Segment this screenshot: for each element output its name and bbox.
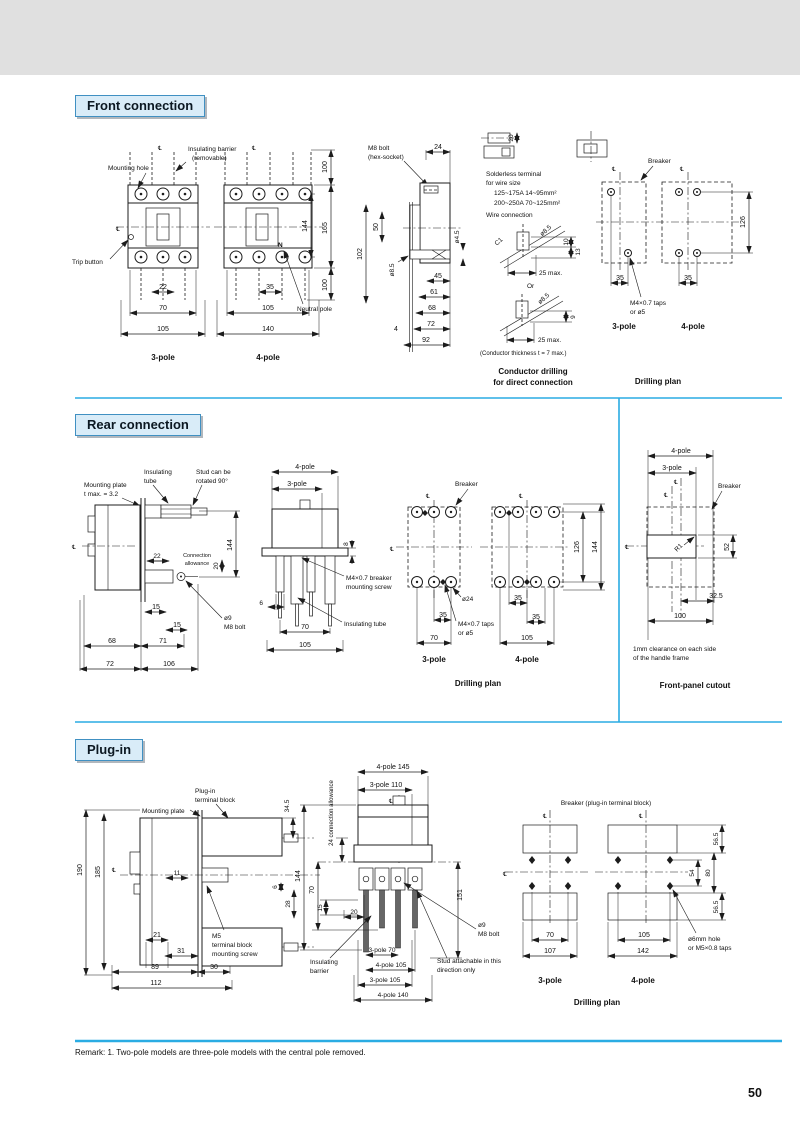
dim-35b: 35 [532, 614, 540, 621]
centerline-mark: ℄ [426, 493, 430, 500]
plugin-front-view [295, 764, 502, 1002]
dim-24: 24 [434, 144, 442, 151]
dim-15: 15 [317, 904, 324, 912]
dim-24-connection-allowance: 24 connection allowance [329, 780, 335, 846]
dim-144: 144 [592, 541, 599, 553]
text-wire-connection: Wire connection [486, 212, 533, 219]
dim-20: 20 [508, 134, 515, 142]
label-stud-rotated-2: rotated 90° [196, 478, 228, 485]
dim-106: 106 [163, 661, 175, 668]
dim-21: 21 [153, 932, 161, 939]
dim-22: 22 [159, 284, 167, 291]
label-t-max: t max. = 3.2 [84, 491, 119, 498]
label-trip-button: Trip button [72, 259, 103, 266]
dim-105: 105 [521, 635, 533, 642]
rear-front-panel-cutout [625, 448, 742, 690]
centerline-mark: ℄ [612, 166, 616, 173]
text-or: Or [527, 283, 535, 290]
label-m8-bolt: M8 bolt [368, 145, 390, 152]
centerline-mark: ℄ [503, 871, 507, 878]
label-stud-attachable-1: Stud attachable in this [437, 958, 501, 965]
dim-22: 22 [153, 553, 161, 560]
label-mounting-hole: Mounting hole [108, 165, 149, 172]
centerline-mark: ℄ [72, 544, 76, 551]
dim-72: 72 [427, 321, 435, 328]
dim-105: 105 [638, 932, 650, 939]
dim-61: 61 [430, 289, 438, 296]
caption-4pole: 4-pole [256, 353, 280, 362]
dim-35: 35 [684, 275, 692, 282]
page-number: 50 [748, 1086, 762, 1100]
dim-35a: 35 [514, 595, 522, 602]
caption-3pole: 3-pole [151, 353, 175, 362]
centerline-mark: ℄ [116, 226, 120, 233]
caption-4pole: 4-pole [681, 322, 705, 331]
dim-45: 45 [434, 273, 442, 280]
front-terminal-details [480, 131, 607, 387]
dim-70: 70 [309, 886, 316, 894]
caption-conductor-drilling-2: for direct connection [493, 378, 573, 387]
dim-70: 70 [430, 635, 438, 642]
section-title-text: Front connection [87, 98, 194, 113]
dim-9: 9 [570, 315, 577, 319]
centerline-mark: ℄ [639, 813, 643, 820]
label-removable: (removable) [192, 155, 227, 162]
label-insulating: Insulating [310, 959, 338, 966]
note-clearance-2: of the handle frame [633, 655, 690, 662]
label-m8-bolt: M8 bolt [478, 931, 500, 938]
dim-100-bottom: 100 [322, 279, 329, 291]
text-for-wire-size: for wire size [486, 180, 521, 187]
label-m5: M5 [212, 933, 222, 940]
label-mounting-plate: Mounting plate [142, 808, 185, 815]
centerline-mark: ℄ [112, 867, 116, 874]
note-clearance-1: 1mm clearance on each side [633, 646, 717, 653]
dim-144: 144 [302, 220, 309, 232]
rear-rear-view [259, 464, 392, 652]
label-insulating: Insulating [144, 469, 172, 476]
front-drilling-plan [596, 158, 753, 386]
dim-71: 71 [159, 638, 167, 645]
centerline-mark: ℄ [389, 798, 393, 805]
label-m4-breaker-screw-1: M4×0.7 breaker [346, 575, 392, 582]
caption-3pole: 3-pole [538, 976, 562, 985]
dim-107: 107 [544, 948, 556, 955]
dim-56-5a: 56.5 [713, 832, 720, 846]
dim-3pole-70: 3-pole 70 [368, 947, 396, 954]
dim-140: 140 [262, 326, 274, 333]
label-mounting-plate: Mounting plate [84, 482, 127, 489]
caption-drilling-plan: Drilling plan [573, 998, 621, 1007]
label-insulating-barrier: Insulating barrier [188, 146, 237, 153]
caption-conductor-drilling-1: Conductor drilling [498, 367, 568, 376]
dim-144: 144 [227, 539, 234, 551]
dim-32-5: 32.5 [709, 593, 723, 600]
dim-52: 52 [724, 543, 731, 551]
dim-20: 20 [213, 562, 220, 570]
dim-o9: ø9 [224, 615, 232, 622]
dim-35: 35 [439, 612, 447, 619]
dim-100: 100 [674, 613, 686, 620]
note-conductor-thickness: (Conductor thickness t = 7 max.) [480, 351, 567, 357]
label-plugin: Plug-in [195, 788, 216, 795]
dim-144: 144 [295, 870, 302, 882]
dim-o9: ø9 [478, 922, 486, 929]
label-breaker-plugin: Breaker (plug-in terminal block) [560, 800, 652, 807]
dim-100-top: 100 [322, 161, 329, 173]
dim-4pole-105: 4-pole 105 [375, 962, 407, 969]
label-or-o5: or ø5 [630, 309, 646, 316]
dim-126: 126 [574, 541, 581, 553]
section-title-plug-in [75, 739, 143, 761]
text-solderless-terminal: Solderless terminal [486, 171, 542, 178]
dim-8: 8 [343, 542, 350, 546]
dim-50: 50 [373, 223, 380, 231]
dim-11: 11 [173, 870, 181, 877]
label-insulating-tube: Insulating tube [344, 621, 387, 628]
label-stud-attachable-2: direction only [437, 967, 476, 974]
plugin-side-view [77, 788, 320, 990]
caption-4pole: 4-pole [515, 655, 539, 664]
dim-35: 35 [616, 275, 624, 282]
label-m5-taps: or M5×0.8 taps [688, 945, 732, 952]
dim-126: 126 [740, 216, 747, 228]
label-neutral-pole: Neutral pole [297, 306, 333, 313]
label-m4-taps: M4×0.7 taps [630, 300, 666, 307]
dim-20: 20 [350, 909, 358, 916]
dim-165: 165 [322, 222, 329, 234]
dim-142: 142 [637, 948, 649, 955]
centerline-mark: ℄ [519, 493, 523, 500]
dim-70: 70 [546, 932, 554, 939]
centerline-mark: ℄ [543, 813, 547, 820]
dim-hole-8-5: ø8.5 [538, 223, 554, 238]
dim-151: 151 [457, 889, 464, 901]
dim-hole-8-5: ø8.5 [536, 291, 552, 306]
dim-54: 54 [689, 869, 696, 877]
dim-r1: R1 [673, 542, 685, 554]
caption-3pole: 3-pole [612, 322, 636, 331]
rear-drilling-plan [390, 481, 605, 688]
dim-4pole: 4-pole [295, 464, 315, 471]
front-side-view [357, 144, 463, 352]
dim-6: 6 [259, 600, 263, 607]
label-breaker: Breaker [718, 483, 741, 490]
section-title-rear-connection [75, 414, 201, 436]
dim-6: 6 [272, 885, 279, 889]
dim-31: 31 [177, 948, 185, 955]
dim-15a: 15 [152, 604, 160, 611]
section-title-text: Rear connection [87, 417, 189, 432]
caption-3pole: 3-pole [422, 655, 446, 664]
dim-4pole-145: 4-pole 145 [376, 764, 410, 771]
label-breaker: Breaker [648, 158, 671, 165]
dim-hole-4-5: ø4.5 [454, 230, 461, 244]
dim-34-5: 34.5 [284, 799, 291, 813]
label-m4-taps: M4×0.7 taps [458, 621, 494, 628]
centerline-mark: ℄ [625, 544, 629, 551]
centerline-mark: ℄ [680, 166, 684, 173]
dim-3pole-110: 3-pole 110 [369, 782, 403, 789]
dim-56-5b: 56.5 [713, 900, 720, 914]
text-wire-range-1: 125~175A 14~95mm² [494, 190, 557, 197]
label-terminal-block: terminal block [195, 797, 236, 804]
centerline-mark: ℄ [158, 145, 162, 152]
dim-15b: 15 [173, 622, 181, 629]
section-title-text: Plug-in [87, 742, 132, 757]
neutral-pole-marker: N [278, 242, 283, 249]
label-hex-socket: (hex-socket) [368, 154, 404, 161]
centerline-mark: ℄ [664, 492, 668, 499]
dim-68: 68 [428, 305, 436, 312]
dim-3pole: 3-pole [662, 465, 682, 472]
centerline-mark: ℄ [674, 479, 678, 486]
label-stud-rotated-1: Stud can be [196, 469, 231, 476]
rear-side-view [72, 469, 246, 671]
dim-105: 105 [157, 326, 169, 333]
dim-105: 105 [262, 305, 274, 312]
label-o6mm-hole: ø6mm hole [688, 936, 721, 943]
caption-drilling-plan: Drilling plan [454, 679, 502, 688]
centerline-mark: ℄ [252, 145, 256, 152]
dim-hole-8-5: ø8.5 [389, 263, 396, 277]
dim-13: 13 [575, 248, 582, 256]
dim-3pole: 3-pole [287, 481, 307, 488]
caption-4pole: 4-pole [631, 976, 655, 985]
dim-190: 190 [77, 864, 84, 876]
label-barrier: barrier [310, 968, 329, 975]
dim-10: 10 [563, 238, 570, 246]
dim-25-max: 25 max. [538, 337, 562, 344]
remark-note: Remark: 1. Two-pole models are three-pole models with the central pole removed. [75, 1048, 366, 1057]
dim-4pole: 4-pole [671, 448, 691, 455]
front-4pole-view [176, 145, 335, 362]
label-m4-breaker-screw-2: mounting screw [346, 584, 392, 591]
dim-80: 80 [705, 869, 712, 877]
label-tube: tube [144, 478, 157, 485]
dim-30: 30 [210, 964, 218, 971]
dim-o24: ø24 [462, 596, 474, 603]
dim-89: 89 [151, 964, 159, 971]
centerline-mark: ℄ [390, 546, 394, 553]
text-wire-range-2: 200~250A 70~125mm² [494, 200, 561, 207]
label-m5-mounting-screw: mounting screw [212, 951, 258, 958]
dim-25-max: 25 max. [539, 270, 563, 277]
label-connection: Connection [183, 553, 211, 559]
label-allowance: allowance [184, 561, 210, 567]
label-or-o5: or ø5 [458, 630, 474, 637]
dim-70: 70 [301, 624, 309, 631]
dim-c1: C1 [493, 236, 505, 248]
dim-28: 28 [285, 900, 292, 908]
dim-72: 72 [106, 661, 114, 668]
dim-68: 68 [108, 638, 116, 645]
label-m8-bolt: M8 bolt [224, 624, 246, 631]
dim-92: 92 [422, 337, 430, 344]
dim-4: 4 [394, 326, 398, 333]
dim-112: 112 [150, 980, 162, 987]
caption-front-panel-cutout: Front-panel cutout [659, 681, 731, 690]
dim-102: 102 [357, 248, 364, 260]
dim-4pole-140: 4-pole 140 [377, 992, 409, 999]
dim-35: 35 [266, 284, 274, 291]
dim-70: 70 [159, 305, 167, 312]
plugin-drilling-plan [503, 800, 732, 1007]
dim-185: 185 [95, 866, 102, 878]
caption-drilling-plan: Drilling plan [634, 377, 682, 386]
dim-105: 105 [299, 642, 311, 649]
dim-3pole-105: 3-pole 105 [369, 977, 401, 984]
label-m5-terminal-block: terminal block [212, 942, 253, 949]
label-breaker: Breaker [455, 481, 478, 488]
section-title-front-connection [75, 95, 205, 117]
